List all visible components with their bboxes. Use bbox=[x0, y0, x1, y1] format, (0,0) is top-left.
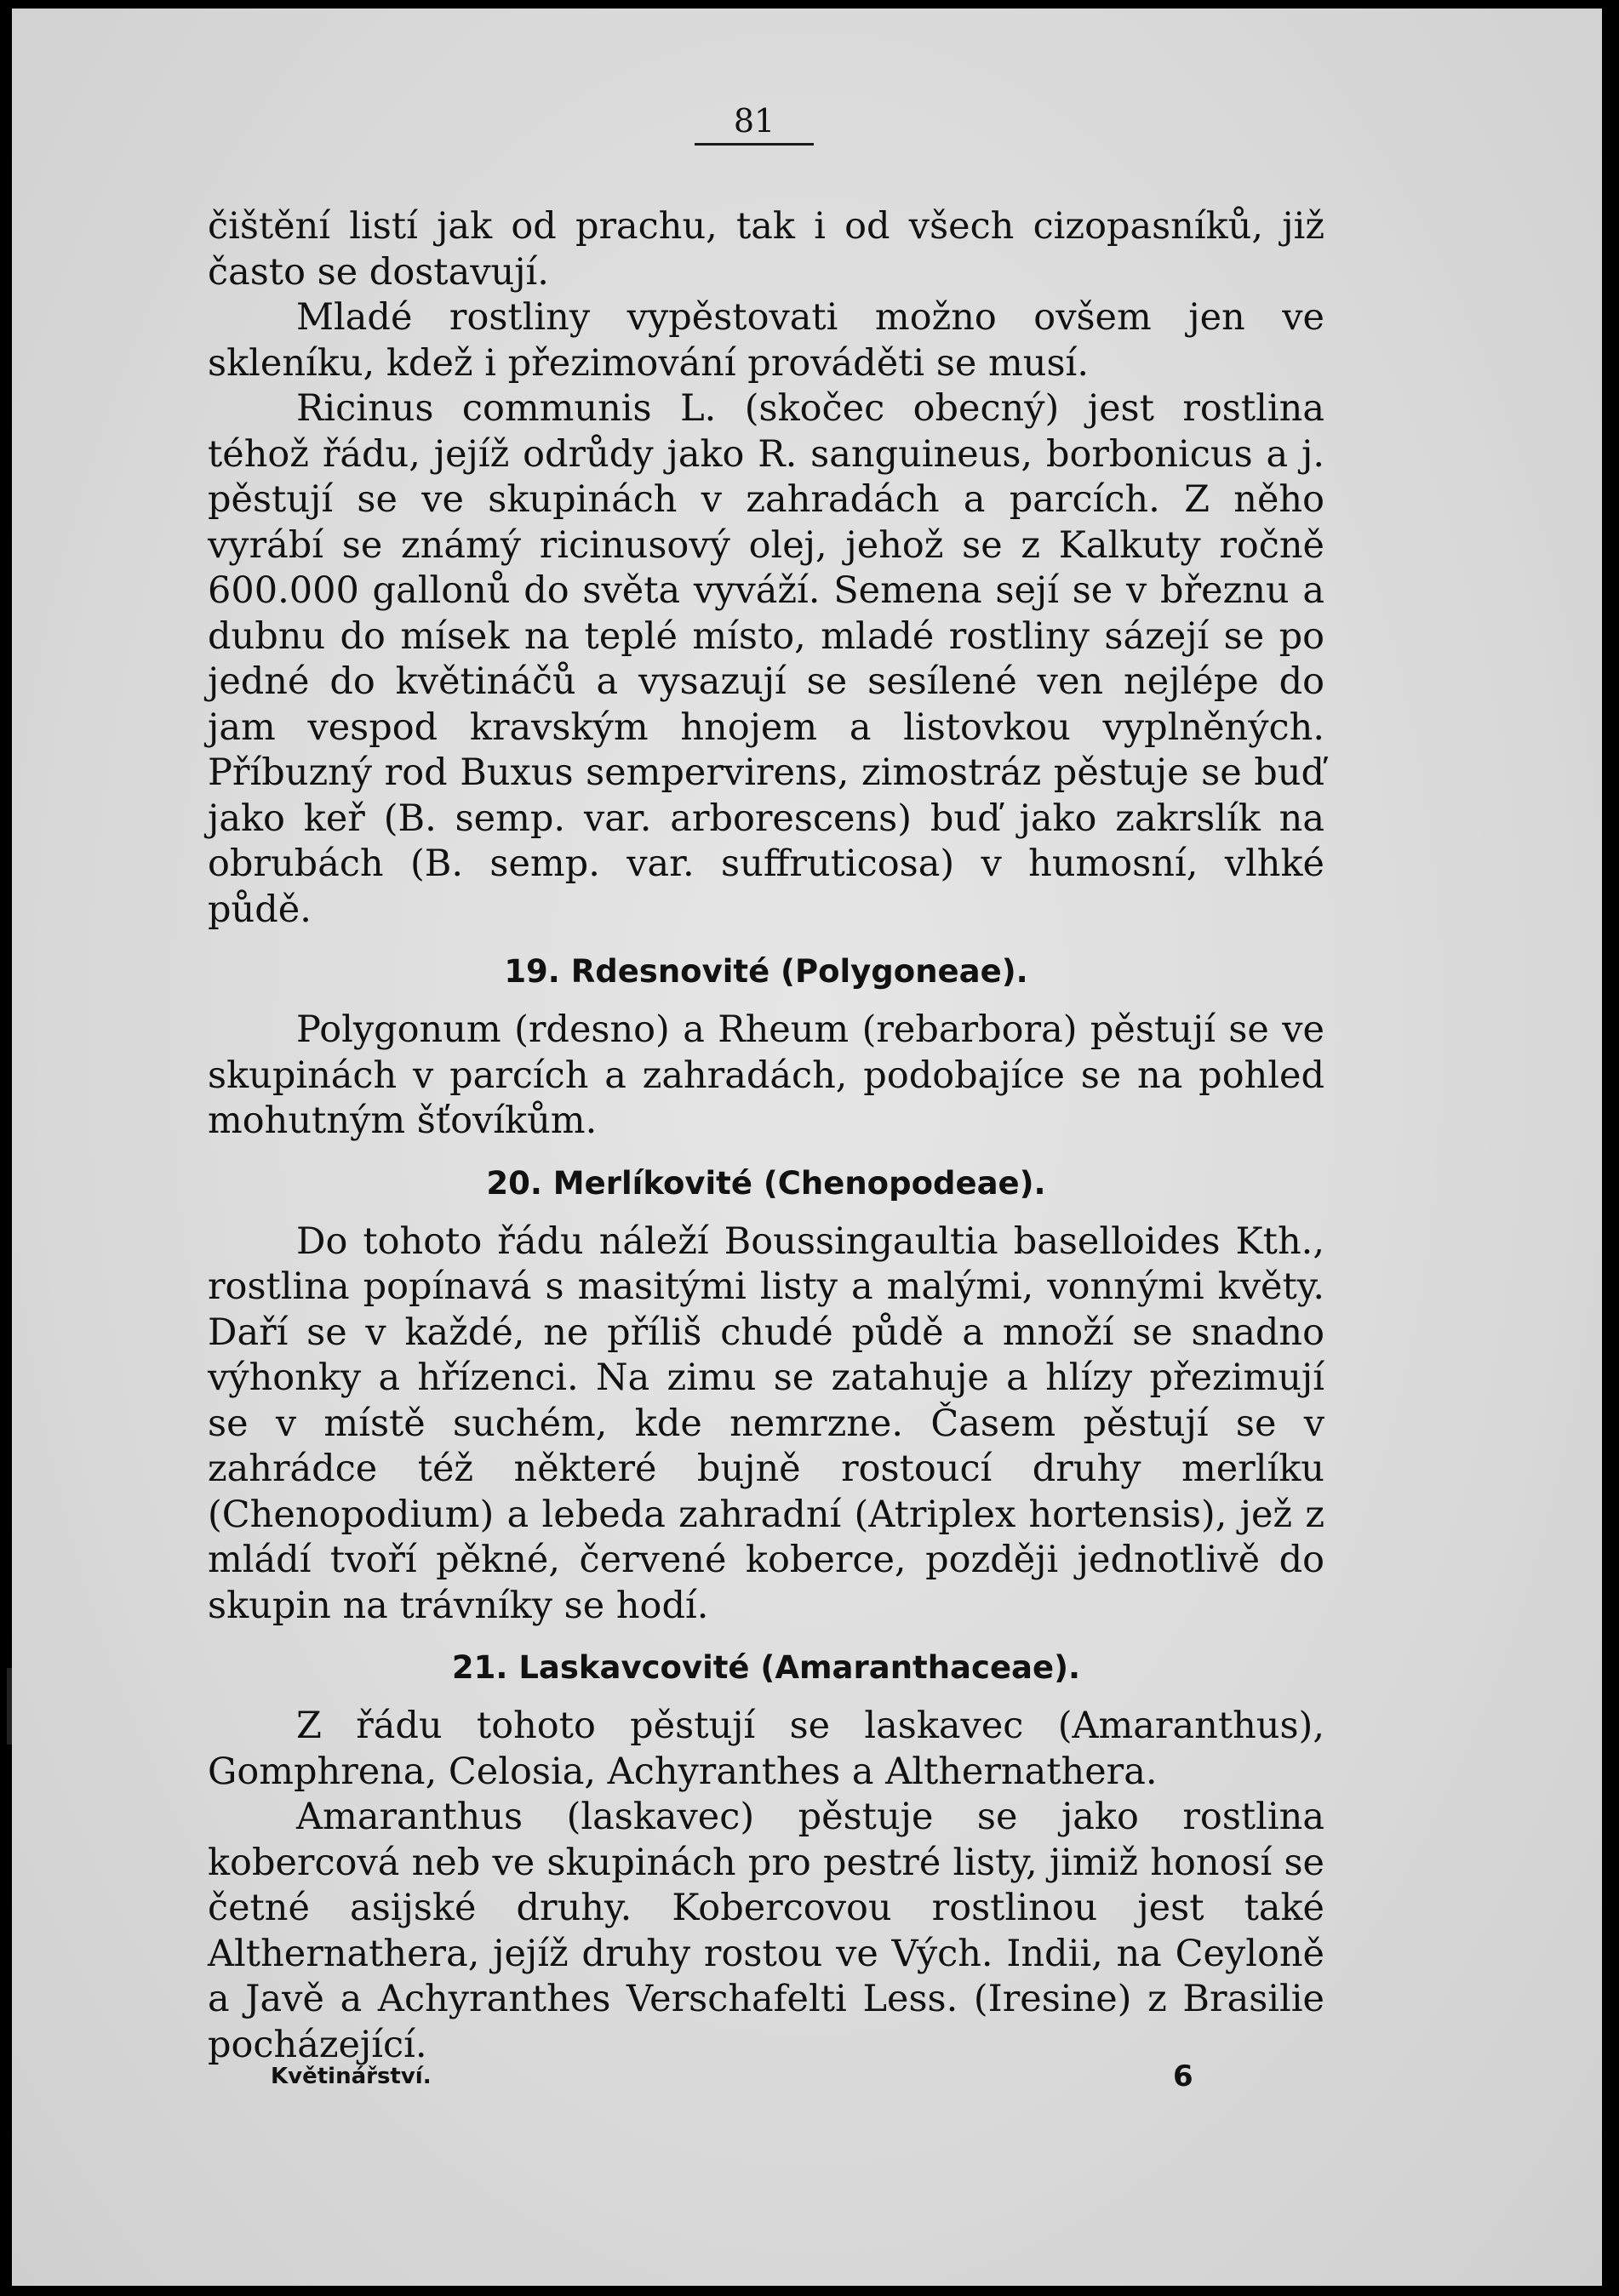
page-footer bbox=[12, 2059, 1602, 2102]
section-heading: 21. Laskavcovité (Amaranthaceae). bbox=[451, 1649, 1081, 1686]
paragraph: Mladé rostliny vypěstovati možno ovšem jen ve skleníku, kdež i přezimování prováděti se musí. bbox=[208, 296, 1324, 385]
signature-mark: 6 bbox=[1173, 2059, 1193, 2093]
page-number: 81 bbox=[733, 102, 775, 140]
body-text bbox=[208, 204, 1324, 2068]
paragraph: Do tohoto řádu náleží Boussingaultia baselloides Kth., rostlina popínavá s masitými listy a malými, vonnými květy. Daří se v každé, ne příliš chudé půdě a množí se snadno výhonky a hřízenci. Na zimu se zatahuje a hlízy přezimují se v místě suchém, kde nemrzne. Časem pěstují se v zahrádce též některé bujně rostoucí druhy merlíku (Chenopodium) a lebeda zahradní (Atriplex hortensis), jež z mládí tvoří pěkné, červené koberce, později jednotlivě do skupin na trávníky se hodí. bbox=[208, 1219, 1324, 1627]
header-rule bbox=[695, 143, 814, 146]
scan-edge-mark bbox=[7, 1668, 12, 1745]
paragraph: Z řádu tohoto pěstují se laskavec (Amaranthus), Gomphrena, Celosia, Achyranthes a Althernathera. bbox=[208, 1705, 1324, 1793]
book-page bbox=[12, 9, 1602, 2286]
section-heading: 19. Rdesnovité (Polygoneae). bbox=[504, 953, 1028, 990]
paragraph: čištění listí jak od prachu, tak i od všech cizopasníků, již často se dostavují. bbox=[208, 205, 1324, 294]
paragraph: Amaranthus (laskavec) pěstuje se jako rostlina kobercová neb ve skupinách pro pestré listy, jimiž honosí se četné asijské druhy. Kobercovou rostlinou jest také Althernathera, jejíž druhy rostou ve Vých. Indii, na Ceyloně a Javě a Achyranthes Verschafelti Less. (Iresine) z Brasilie pocházející. bbox=[208, 1796, 1324, 2066]
section-heading: 20. Merlíkovité (Chenopodeae). bbox=[486, 1164, 1046, 1202]
footer-book-title: Květinářství. bbox=[271, 2064, 432, 2089]
paragraph: Polygonum (rdesno) a Rheum (rebarbora) pěstují se ve skupinách v parcích a zahradách, podobajíce se na pohled mohutným šťovíkům. bbox=[208, 1008, 1324, 1142]
paragraph: Ricinus communis L. (skočec obecný) jest rostlina téhož řádu, jejíž odrůdy jako R. sanguineus, borbonicus a j. pěstují se ve skupinách v zahradách a parcích. Z něho vyrábí se známý ricinusový olej, jehož se z Kalkuty ročně 600.000 gallonů do světa vyváží. Semena sejí se v březnu a dubnu do mísek na teplé místo, mladé rostliny sázejí se po jedné do květináčů a vysazují se sesílené ven nejlépe do jam vespod kravským hnojem a listovkou vyplněných. Příbuzný rod Buxus sempervirens, zimostráz pěstuje se buď jako keř (B. semp. var. arborescens) buď jako zakrslík na obrubách (B. semp. var. suffruticosa) v humosní, vlhké půdě. bbox=[208, 387, 1324, 931]
